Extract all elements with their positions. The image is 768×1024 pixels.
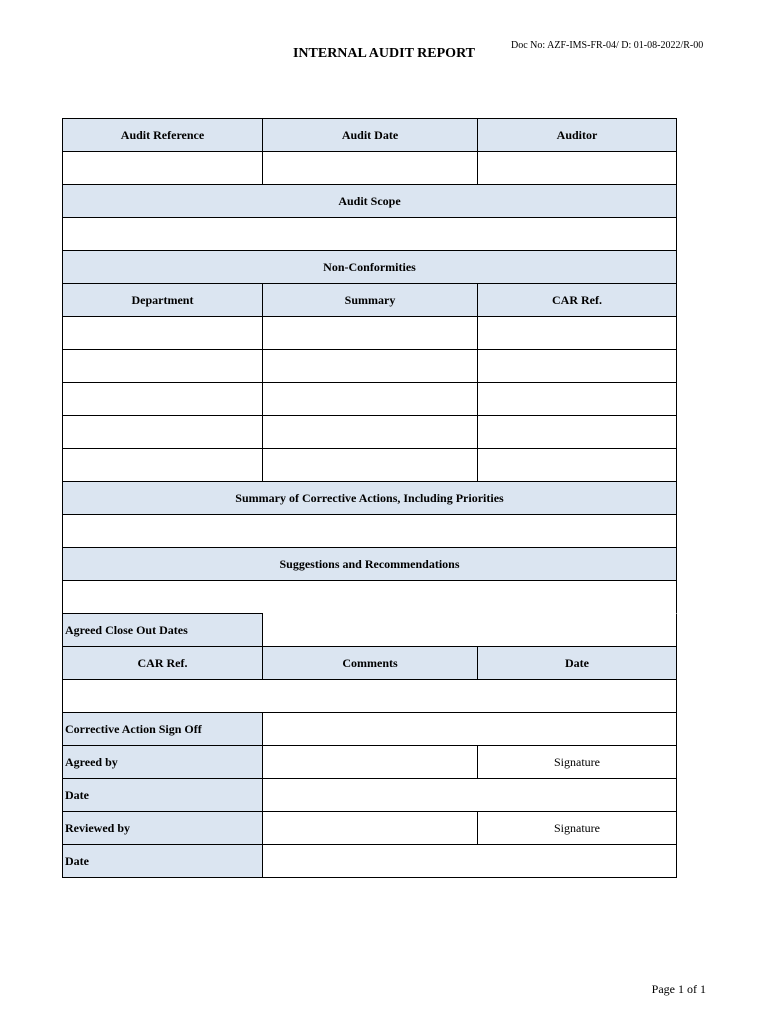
signature-label-2: Signature [478,812,677,844]
suggestions-field[interactable] [63,581,677,613]
department-field[interactable] [63,350,263,382]
car-ref-field[interactable] [478,449,677,481]
audit-date-field[interactable] [263,152,478,184]
suggestions-header: Suggestions and Recommendations [63,548,677,580]
agreed-date-field[interactable] [263,779,677,811]
car-ref-field[interactable] [478,383,677,415]
page-title: INTERNAL AUDIT REPORT [292,46,476,61]
summary-field[interactable] [263,383,478,415]
reviewed-by-label: Reviewed by [63,812,263,844]
close-out-row [63,613,677,647]
car-ref-header: CAR Ref. [478,284,677,316]
non-conformity-row [63,416,677,449]
agreed-by-field[interactable] [263,746,478,778]
auditor-header: Auditor [478,119,677,151]
agreed-close-out-label: Agreed Close Out Dates [63,614,263,646]
car-ref-header-2: CAR Ref. [63,647,263,679]
audit-info-header-row [63,119,677,152]
department-field[interactable] [63,317,263,349]
car-ref-field[interactable] [478,317,677,349]
car-ref-field[interactable] [478,350,677,382]
reviewed-date-field[interactable] [263,845,677,877]
audit-date-header: Audit Date [263,119,478,151]
date-label: Date [63,779,263,811]
summary-header: Summary [263,284,478,316]
department-header: Department [63,284,263,316]
comments-header: Comments [263,647,478,679]
date-label-2: Date [63,845,263,877]
close-out-columns-row [63,647,677,680]
corrective-sign-off-label: Corrective Action Sign Off [63,713,263,745]
audit-scope-header-row [63,185,677,218]
document-number: Doc No: AZF-IMS-FR-04/ D: 01-08-2022/R-00 [511,40,704,51]
audit-scope-field[interactable] [63,218,677,250]
corrective-summary-header: Summary of Corrective Actions, Including Priorities [63,482,677,514]
reviewed-by-field[interactable] [263,812,478,844]
audit-info-input-row [63,152,677,185]
department-field[interactable] [63,383,263,415]
summary-field[interactable] [263,449,478,481]
audit-reference-field[interactable] [63,152,263,184]
non-conformities-header: Non-Conformities [63,251,677,283]
suggestions-input-row [63,581,677,613]
suggestions-header-row [63,548,677,581]
sign-off-row [63,713,677,746]
non-conformity-row [63,317,677,350]
non-conformities-columns-row [63,284,677,317]
corrective-sign-off-field[interactable] [263,713,677,745]
non-conformity-row [63,383,677,416]
reviewed-by-row [63,812,677,845]
summary-field[interactable] [263,350,478,382]
car-ref-field[interactable] [478,416,677,448]
agreed-close-out-field[interactable] [263,613,677,646]
audit-reference-header: Audit Reference [63,119,263,151]
non-conformity-row [63,449,677,482]
date-header: Date [478,647,677,679]
department-field[interactable] [63,416,263,448]
summary-field[interactable] [263,317,478,349]
corrective-summary-input-row [63,515,677,548]
corrective-summary-header-row [63,482,677,515]
reviewed-date-row [63,845,677,878]
agreed-date-row [63,779,677,812]
audit-scope-input-row [63,218,677,251]
signature-label: Signature [478,746,677,778]
auditor-field[interactable] [478,152,677,184]
page-number: Page 1 of 1 [651,982,706,996]
audit-report-form [62,118,677,878]
department-field[interactable] [63,449,263,481]
agreed-by-label: Agreed by [63,746,263,778]
non-conformity-row [63,350,677,383]
corrective-summary-field[interactable] [63,515,677,547]
close-out-field[interactable] [63,680,677,712]
agreed-by-row [63,746,677,779]
audit-scope-header: Audit Scope [63,185,677,217]
non-conformities-header-row [63,251,677,284]
summary-field[interactable] [263,416,478,448]
close-out-input-row [63,680,677,713]
